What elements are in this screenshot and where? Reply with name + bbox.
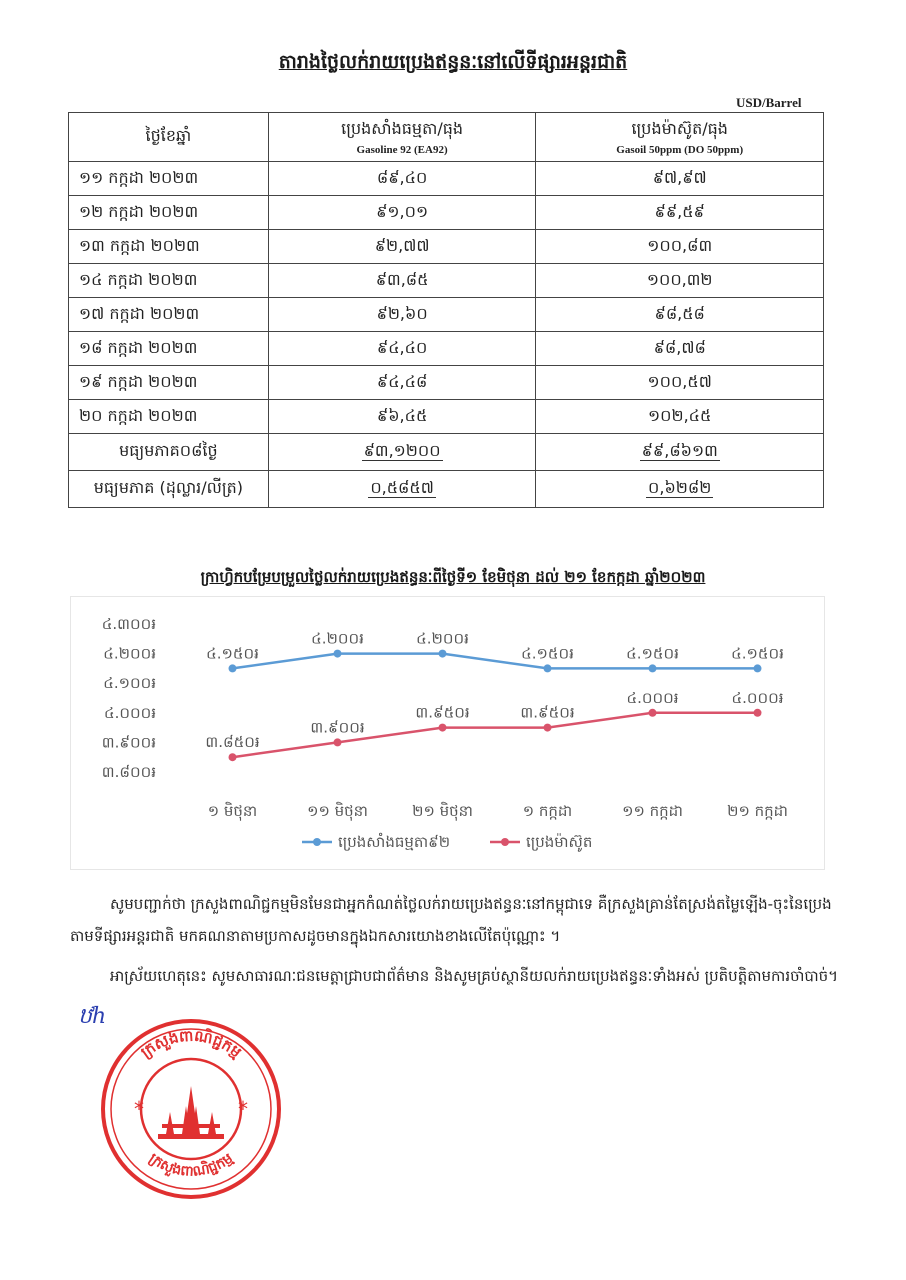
cell-gasoline: ៩២,៧៧ <box>268 230 536 264</box>
table-row <box>69 400 824 434</box>
series-2-point <box>649 709 657 717</box>
header-diesel <box>536 113 824 162</box>
series-1-point <box>544 664 552 672</box>
cell-date: ១៩ កក្កដា ២០២៣ <box>69 366 269 400</box>
avg8-gasoline-cell <box>268 434 536 471</box>
seal-bottom-text: ក្រសួងពាណិជ្ជកម្ម <box>145 1150 237 1181</box>
header-date <box>69 113 269 162</box>
cell-gasoline: ៩៦,៤៥ <box>268 400 536 434</box>
cell-date: ១៣ កក្កដា ២០២៣ <box>69 230 269 264</box>
price-table <box>68 112 824 508</box>
cell-diesel: ៩៨,៧៨ <box>536 332 824 366</box>
x-tick-label: ១១ មិថុនា <box>307 802 368 820</box>
y-tick-label: ៤.០០០៛ <box>103 703 156 722</box>
cell-date: ១២ កក្កដា ២០២៣ <box>69 196 269 230</box>
temple-icon <box>158 1086 224 1139</box>
y-tick-label: ៤.៣០០៛ <box>101 615 156 633</box>
cell-date: ១១ កក្កដា ២០២៣ <box>69 162 269 196</box>
x-tick-label: ១១ កក្កដា <box>622 802 683 820</box>
header-diesel-sub: Gasoil 50ppm (DO 50ppm) <box>616 144 744 156</box>
series-1-point <box>334 650 342 658</box>
series-1-data-label: ៤.២០០៛ <box>416 629 469 648</box>
signature-mark: ឋh <box>78 1004 107 1029</box>
table-row <box>69 264 824 298</box>
avg8-diesel-cell <box>536 434 824 471</box>
avg-liter-diesel: ០,៦២៨២ <box>648 478 712 497</box>
header-gasoline-label: ប្រេងសាំងធម្មតា/ធុង <box>341 119 464 138</box>
cell-diesel: ១០០,៥៧ <box>536 366 824 400</box>
line-chart <box>70 596 823 868</box>
cell-diesel: ៩៨,៥៨ <box>536 298 824 332</box>
seal-top-text: ក្រសួងពាណិជ្ជកម្ម <box>137 1026 245 1062</box>
average-8-days-row <box>69 434 824 471</box>
note-paragraph-1: សូមបញ្ជាក់ថា ក្រសួងពាណិជ្ជកម្មមិនមែនជាអ្នកកំណត់ថ្លៃលក់រាយប្រេងឥន្ធនៈនៅកម្ពុជាទេ គឺក្រសួងគ្រាន់តែស្រង់តម្លៃឡើង-ចុះនៃប្រេងតាមទីផ្សារអន្តរជាតិ មកគណនាតាមប្រកាសដូចមានក្នុងឯកសារយោងខាងលើតែប៉ុណ្ណោះ ។ <box>70 895 832 945</box>
cell-gasoline: ៨៩,៤០ <box>268 162 536 196</box>
avg-liter-gasoline-cell <box>268 471 536 508</box>
unit-label: USD/Barrel <box>736 95 802 110</box>
series-1-data-label: ៤.១៥០៛ <box>521 644 574 663</box>
avg-liter-label: មធ្យមភាគ (ដុល្លារ/លីត្រ) <box>69 471 269 508</box>
x-tick-label: ១ កក្កដា <box>522 802 573 820</box>
cell-gasoline: ៩២,៦០ <box>268 298 536 332</box>
x-tick-label: ២១ កក្កដា <box>727 802 788 820</box>
y-tick-label: ៣.៨០០៛ <box>101 763 156 781</box>
series-2-point <box>439 724 447 732</box>
note-paragraph-2: អាស្រ័យហេតុនេះ សូមសាធារណៈជនមេត្តាជ្រាបជាព័ត៌មាន និងសូមគ្រប់ស្ថានីយលក់រាយប្រេងឥន្ធនៈទាំងអស់ ប្រតិបត្តិតាមការចាំបាច់។ <box>110 967 839 985</box>
series-2-data-label: ៤.០០០៛ <box>731 688 784 707</box>
series-2-data-label: ៣.៩៥០៛ <box>415 703 470 722</box>
series-1-data-label: ៤.១៥០៛ <box>206 644 259 663</box>
table-row <box>69 366 824 400</box>
seal-star-left: * <box>134 1097 144 1121</box>
header-diesel-label: ប្រេងម៉ាស៊ូត/ធុង <box>631 119 728 138</box>
header-gasoline <box>268 113 536 162</box>
legend-swatch-marker <box>501 838 509 846</box>
chart-title: ក្រាហ្វិកបម្រែបម្រួលថ្លៃលក់រាយប្រេងឥន្ធនៈពីថ្ងៃទី១ ខែមិថុនា ដល់ ២១ ខែកក្កដា ឆ្នាំ២០២៣ <box>200 568 706 586</box>
cell-date: ១៧ កក្កដា ២០២៣ <box>69 298 269 332</box>
series-1-point <box>229 664 237 672</box>
table-row <box>69 230 824 264</box>
cell-diesel: ៩៩,៥៩ <box>536 196 824 230</box>
cell-diesel: ១០២,៤៥ <box>536 400 824 434</box>
cell-diesel: ៩៧,៩៧ <box>536 162 824 196</box>
x-tick-label: ២១ មិថុនា <box>412 802 473 820</box>
cell-diesel: ១០០,៣២ <box>536 264 824 298</box>
avg8-gasoline: ៩៣,១២០០ <box>363 441 441 460</box>
cell-gasoline: ៩៤,៤៨ <box>268 366 536 400</box>
series-2-point <box>229 753 237 761</box>
legend-label: ប្រេងម៉ាស៊ូត <box>526 833 593 851</box>
series-1-point <box>754 664 762 672</box>
cell-gasoline: ៩១,០១ <box>268 196 536 230</box>
avg-liter-gasoline: ០,៥៨៥៧ <box>370 478 434 497</box>
document-title: តារាងថ្លៃលក់រាយប្រេងឥន្ធនៈនៅលើទីផ្សារអន្តរជាតិ <box>278 51 628 73</box>
series-1-data-label: ៤.១៥០៛ <box>731 644 784 663</box>
legend-swatch-marker <box>313 838 321 846</box>
avg-liter-diesel-cell <box>536 471 824 508</box>
series-1-data-label: ៤.១៥០៛ <box>626 644 679 663</box>
cell-gasoline: ៩៣,៨៥ <box>268 264 536 298</box>
series-1-point <box>649 664 657 672</box>
header-date-label: ថ្ងៃខែឆ្នាំ <box>145 126 192 145</box>
cell-date: ១៤ កក្កដា ២០២៣ <box>69 264 269 298</box>
table-header-row <box>69 113 824 162</box>
y-tick-label: ៣.៩០០៛ <box>101 733 156 752</box>
series-1-data-label: ៤.២០០៛ <box>311 629 364 648</box>
series-1-point <box>439 650 447 658</box>
avg8-label: មធ្យមភាគ០៨ថ្ងៃ <box>69 434 269 471</box>
legend-label: ប្រេងសាំងធម្មតា៩២ <box>338 833 451 851</box>
header-gasoline-sub: Gasoline 92 (EA92) <box>356 144 448 156</box>
official-seal <box>98 1016 284 1202</box>
series-2-data-label: ៤.០០០៛ <box>626 688 679 707</box>
average-per-liter-row <box>69 471 824 508</box>
table-row <box>69 162 824 196</box>
avg8-diesel: ៩៩,៨៦១៣ <box>641 441 718 460</box>
series-2-point <box>334 738 342 746</box>
series-2-data-label: ៣.៩៥០៛ <box>520 703 575 722</box>
series-2-data-label: ៣.៩០០៛ <box>310 718 365 737</box>
series-2-point <box>754 709 762 717</box>
cell-date: ១៨ កក្កដា ២០២៣ <box>69 332 269 366</box>
table-row <box>69 332 824 366</box>
cell-gasoline: ៩៤,៤០ <box>268 332 536 366</box>
x-tick-label: ១ មិថុនា <box>207 802 258 820</box>
cell-date: ២០ កក្កដា ២០២៣ <box>69 400 269 434</box>
seal-star-right: * <box>238 1097 248 1121</box>
table-row <box>69 298 824 332</box>
y-tick-label: ៤.២០០៛ <box>103 644 156 663</box>
series-2-data-label: ៣.៨៥០៛ <box>205 733 260 752</box>
series-2-point <box>544 724 552 732</box>
table-row <box>69 196 824 230</box>
cell-diesel: ១០០,៨៣ <box>536 230 824 264</box>
y-tick-label: ៤.១០០៛ <box>103 674 156 693</box>
